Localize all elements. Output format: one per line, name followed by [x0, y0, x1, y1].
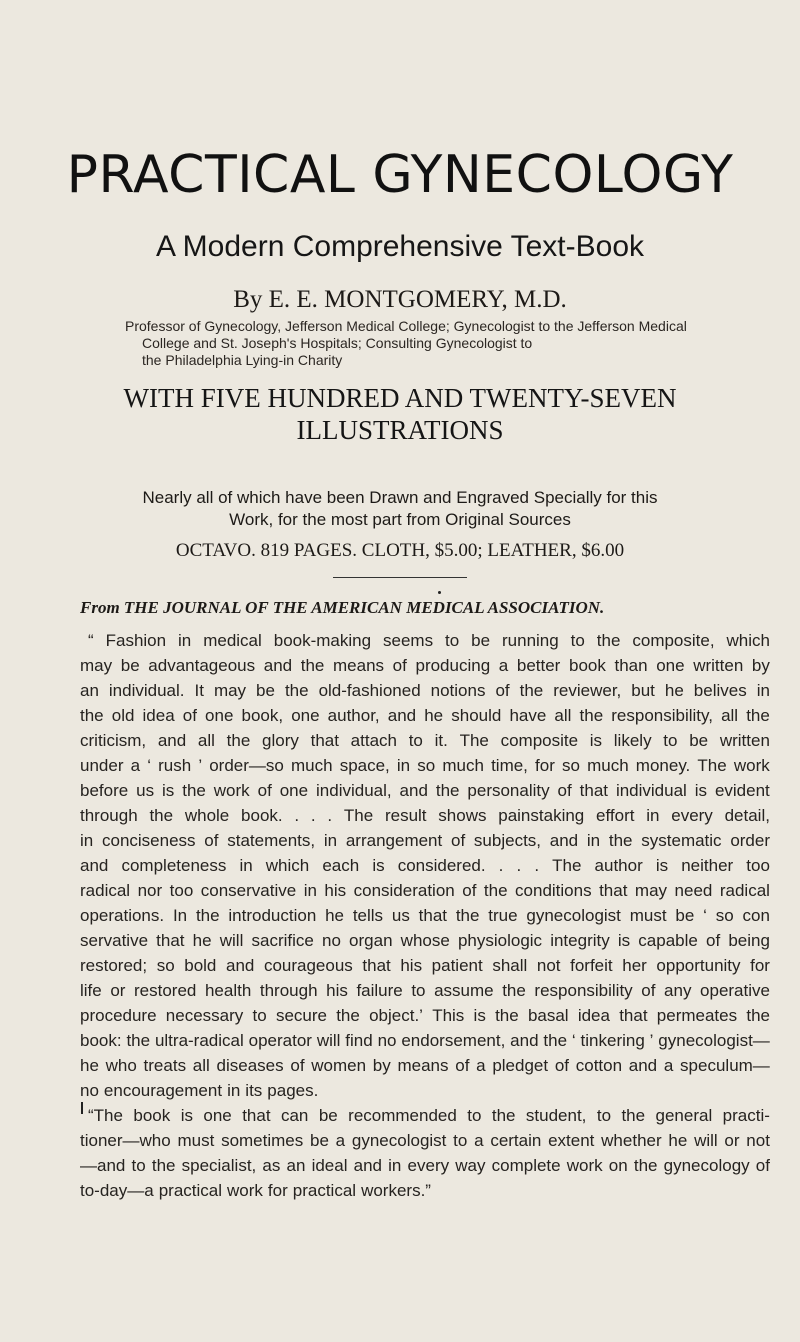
- edition-price: OCTAVO. 819 PAGES. CLOTH, $5.00; LEATHER, $6.00: [175, 540, 625, 561]
- divider: [333, 577, 467, 578]
- quote-line: book: the ultra-radical operator will find no endorsement, and the ‘ tinkering ’ gynecologist—: [80, 1031, 770, 1050]
- quote-line: operations. In the introduction he tells us that the true gynecologist must be ‘ so con: [80, 906, 770, 925]
- credentials-line: College and St. Joseph's Hospitals; Consulting Gynecologist to: [142, 335, 533, 351]
- quote-line: may be advantageous and the means of producing a better book than one written by: [80, 656, 770, 675]
- quote-line: “The book is one that can be recommended to the student, to the general practi-: [88, 1106, 770, 1125]
- quote-line: criticism, and all the glory that attach to it. The composite is likely to be written: [80, 731, 770, 750]
- print-mark: [81, 1102, 83, 1114]
- quote-line: and completeness in which each is considered. . . . The author is neither too: [80, 856, 770, 875]
- quote-line: through the whole book. . . . The result shows painstaking effort in every detail,: [80, 806, 770, 825]
- note-line: Work, for the most part from Original Sources: [229, 510, 571, 529]
- quote-line: radical nor too conservative in his consideration of the conditions that may need radical: [80, 881, 770, 900]
- quote-line: in conciseness of statements, in arrangement of subjects, and in the systematic order: [80, 831, 770, 850]
- quote-line: procedure necessary to secure the object.’ This is the basal idea that permeates the: [80, 1006, 770, 1025]
- quote-line: —and to the specialist, as an ideal and in every way complete work on the gynecology of: [80, 1156, 770, 1175]
- illustrations-line: ILLUSTRATIONS: [296, 415, 504, 445]
- review-source: From THE JOURNAL OF THE AMERICAN MEDICAL ASSOCIATION.: [80, 598, 605, 617]
- quote-line: tioner—who must sometimes be a gynecologist to a certain extent whether he will or not: [80, 1131, 770, 1150]
- quote-line: life or restored health through his failure to assume the responsibility of any operative: [80, 981, 770, 1000]
- illustrations-note: [0, 487, 800, 531]
- author-credentials: [125, 318, 730, 369]
- note-line: Nearly all of which have been Drawn and Engraved Specially for this: [142, 488, 658, 507]
- quote-line: he who treats all diseases of women by means of a pledget of cotton and a speculum—: [80, 1056, 770, 1075]
- quote-line: the old idea of one book, one author, and he should have all the responsibility, all the: [80, 706, 770, 725]
- book-title: PRACTICAL GYNECOLOGY: [66, 145, 734, 205]
- quote-line: servative that he will sacrifice no organ whose physiologic integrity is capable of being: [80, 931, 770, 950]
- quote-line: before us is the work of one individual, and the personality of that individual is evident: [80, 781, 770, 800]
- quote-line: restored; so bold and courageous that his patient shall not forfeit her opportunity for: [80, 956, 770, 975]
- quote-line: under a ‘ rush ’ order—so much space, in so much time, for so much money. The work: [80, 756, 770, 775]
- quote-line: to-day—a practical work for practical workers.”: [80, 1181, 431, 1200]
- illustrations-heading: [0, 382, 800, 446]
- quote-line: “ Fashion in medical book-making seems to be running to the composite, which: [88, 631, 770, 650]
- credentials-line: Professor of Gynecology, Jefferson Medical College; Gynecologist to the Jefferson Medical: [125, 318, 687, 334]
- illustrations-line: WITH FIVE HUNDRED AND TWENTY-SEVEN: [123, 383, 677, 413]
- print-speck: [438, 591, 441, 594]
- author-line: By E. E. MONTGOMERY, M.D.: [233, 286, 567, 313]
- quote-line: an individual. It may be the old-fashioned notions of the reviewer, but he belives in: [80, 681, 770, 700]
- book-subtitle: A Modern Comprehensive Text-Book: [155, 230, 645, 263]
- review-quote: [80, 628, 770, 1203]
- quote-line: no encouragement in its pages.: [80, 1081, 319, 1100]
- credentials-line: the Philadelphia Lying-in Charity: [142, 352, 343, 368]
